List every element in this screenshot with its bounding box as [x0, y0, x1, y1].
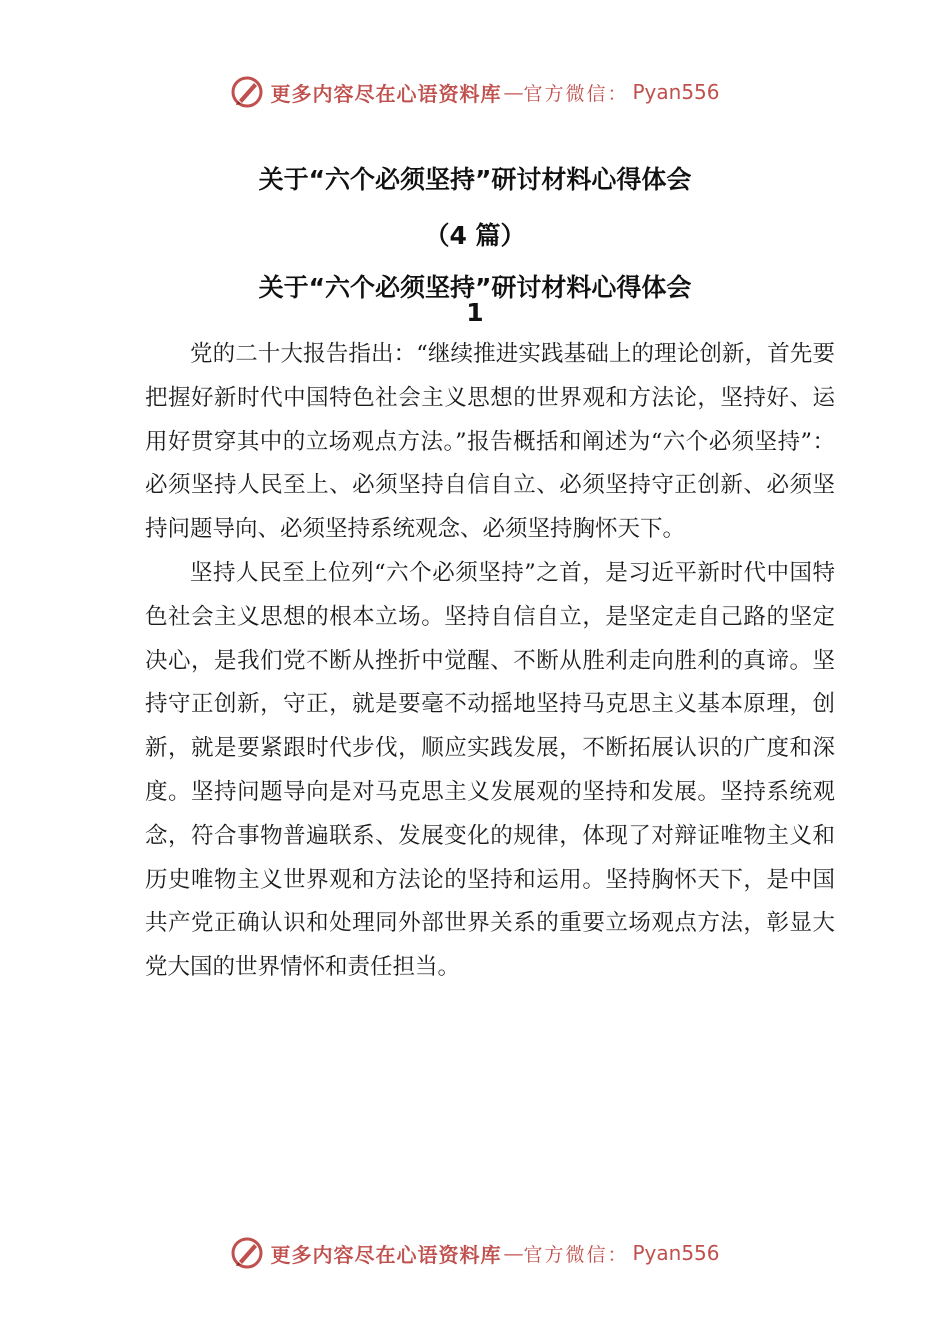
section-title: 关于“六个必须坚持”研讨材料心得体会: [258, 273, 692, 302]
banner-wechat-label: 官方微信：: [523, 1243, 629, 1266]
banner-wechat-id: Pyan556: [632, 80, 720, 104]
document-body: [145, 333, 835, 990]
section-number: 1: [466, 298, 484, 327]
banner-separator: —: [503, 1241, 524, 1265]
pen-logo-icon: [230, 75, 264, 109]
header-banner: [0, 72, 950, 112]
banner-slogan: 更多内容尽在心语资料库: [270, 81, 502, 106]
pen-logo-icon: [230, 1236, 264, 1270]
body-paragraph: 坚持人民至上位列“六个必须坚持”之首，是习近平新时代中国特色社会主义思想的根本立场。坚持自信自立，是坚定走自己路的坚定决心，是我们党不断从挫折中觉醒、不断从胜利走向胜利的真谛。坚持守正创新，守正，就是要毫不动摇地坚持马克思主义基本原理，创新，就是要紧跟时代步伐，顺应实践发展，不断拓展认识的广度和深度。坚持问题导向是对马克思主义发展观的坚持和发展。坚持系统观念，符合事物普遍联系、发展变化的规律，体现了对辩证唯物主义和历史唯物主义世界观和方法论的坚持和运用。坚持胸怀天下，是中国共产党正确认识和处理同外部世界关系的重要立场观点方法，彰显大党大国的世界情怀和责任担当。: [145, 559, 835, 981]
footer-banner: [0, 1233, 950, 1273]
banner-wechat-id: Pyan556: [632, 1241, 720, 1265]
banner-separator: —: [503, 80, 524, 104]
document-subtitle: （4 篇）: [424, 221, 526, 250]
body-paragraph: 党的二十大报告指出：“继续推进实践基础上的理论创新，首先要把握好新时代中国特色社会主义思想的世界观和方法论，坚持好、运用好贯穿其中的立场观点方法。”报告概括和阐述为“六个必须坚持”：必须坚持人民至上、必须坚持自信自立、必须坚持守正创新、必须坚持问题导向、必须坚持系统观念、必须坚持胸怀天下。: [145, 341, 835, 543]
banner-wechat-label: 官方微信：: [523, 82, 629, 105]
document-title: 关于“六个必须坚持”研讨材料心得体会: [258, 165, 692, 194]
banner-slogan: 更多内容尽在心语资料库: [270, 1242, 502, 1267]
